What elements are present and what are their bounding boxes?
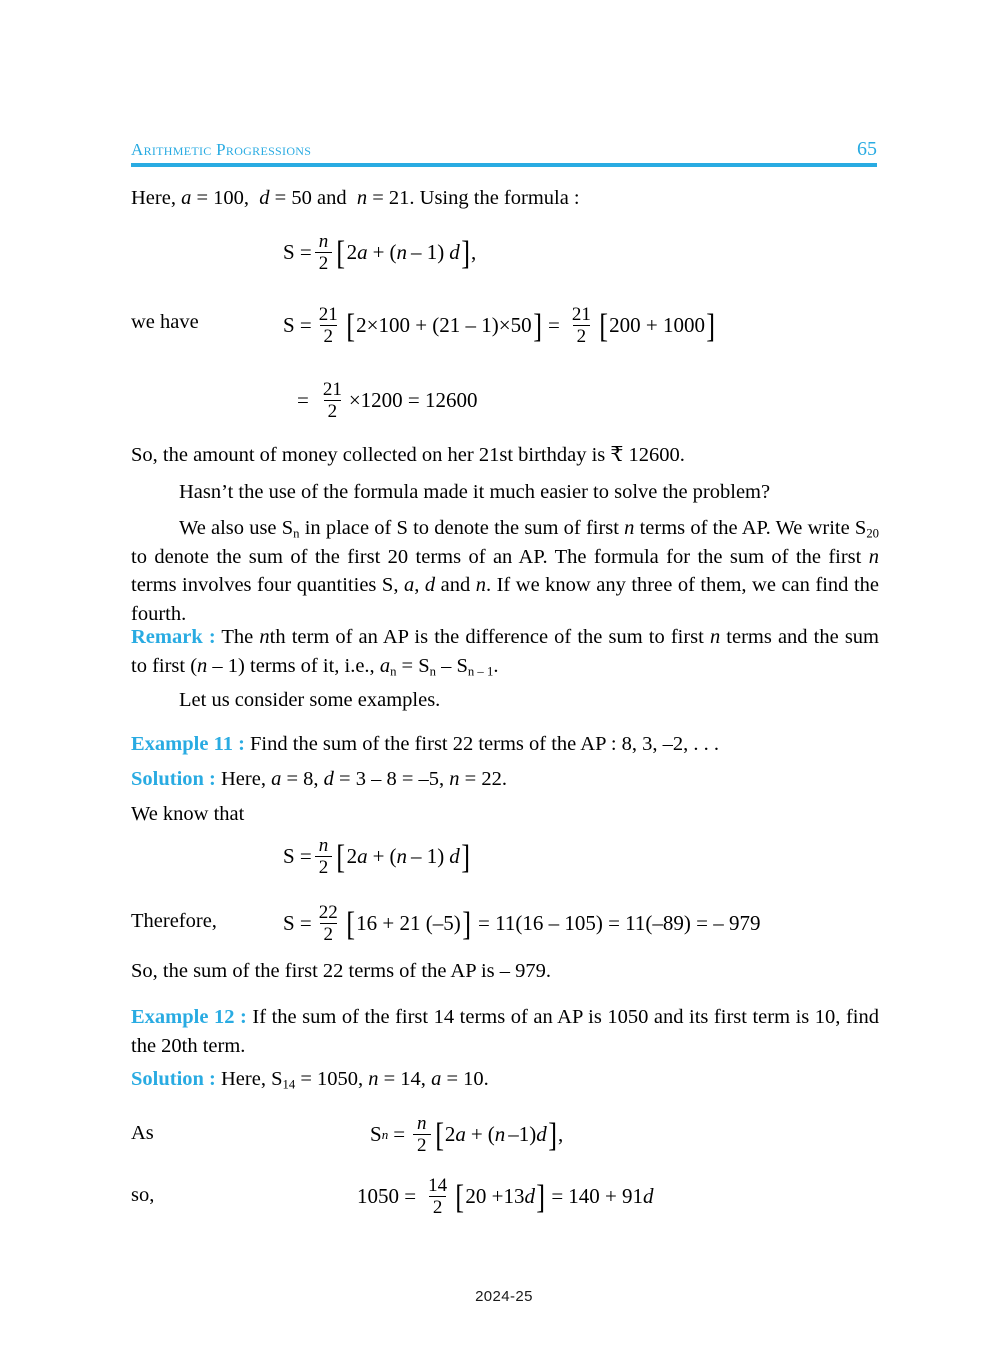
formula-1050-equation (357, 1176, 654, 1218)
numerator: n (417, 1113, 427, 1134)
solution-12-line (131, 1065, 879, 1094)
result-expression: ×1200 = 12600 (348, 388, 478, 413)
bracket-open: [ (455, 1178, 465, 1216)
para-sn-notation (131, 514, 879, 628)
var-n: n (356, 187, 368, 209)
text-seg: . (493, 654, 499, 677)
text-seg: and (435, 574, 476, 596)
paren-open: ( (389, 844, 397, 869)
var-n: n (396, 240, 407, 265)
text-seg: = 8, (281, 768, 324, 790)
subscript-n-minus-1: n – 1 (467, 664, 494, 679)
text-seg: – 1) terms of it, i.e., (207, 654, 380, 677)
var-n: n (475, 574, 486, 596)
example-12-keyword: Example 12 : (131, 1006, 247, 1028)
text-seg: Here, (215, 768, 272, 790)
trailing-comma: , (558, 1122, 564, 1147)
conjunction: and (316, 187, 347, 209)
remark-keyword: Remark : (131, 626, 216, 648)
equals-sign: = (547, 313, 560, 338)
plus-sign: + (372, 844, 385, 869)
denominator: 2 (315, 856, 333, 877)
coef-2: 2 (444, 1122, 456, 1147)
coef-2: 2 (346, 844, 358, 869)
equals-sign: = (551, 1184, 564, 1209)
text-seg: – S (436, 654, 468, 677)
example-12-statement (131, 1003, 879, 1060)
bracket-open: [ (336, 838, 346, 876)
solution-keyword: Solution : (131, 768, 216, 790)
numerator: n (318, 231, 329, 252)
subscript-n: n (429, 664, 436, 679)
solution-keyword: Solution : (131, 1068, 216, 1090)
bracket-close: ] (460, 234, 470, 272)
numerator: 21 (322, 379, 342, 400)
denominator: 2 (315, 252, 333, 273)
text-seg: to denote the sum of the first 20 terms of an AP. The formula for the sum of the first (131, 545, 869, 568)
label-we-have: we have (131, 311, 199, 333)
val-a: = 100, (196, 187, 250, 209)
fraction-22-over-2 (315, 903, 342, 945)
text-seg: We also use S (179, 517, 294, 539)
formula-sum-general-1 (283, 232, 476, 274)
text-seg: , (414, 574, 425, 596)
var-n: n (396, 844, 407, 869)
denominator: 2 (324, 400, 342, 421)
var-n: n (709, 626, 721, 648)
inner-expression-b: 200 + 1000 (609, 313, 705, 338)
text-seg: terms involves four quantities S, (131, 574, 404, 596)
var-d: d (323, 768, 334, 790)
text-seg: . If we know any three of them, we can find the fourth. (131, 574, 879, 625)
var-d: d (259, 187, 270, 209)
paren-open: ( (487, 1122, 495, 1147)
var-n: n (624, 517, 635, 539)
fraction-21-over-2-b (568, 305, 595, 347)
formula4-lhs: S = (283, 844, 312, 869)
var-a: a (403, 574, 415, 596)
subscript-14: 14 (282, 1077, 296, 1092)
para-let-us-consider: Let us consider some examples. (179, 689, 441, 711)
text-seg: Here, S (215, 1068, 283, 1090)
example-11-keyword: Example 11 : (131, 733, 245, 755)
formula-sum-22-terms (283, 903, 760, 945)
var-a: a (379, 654, 391, 677)
minus-one: – 1) (410, 844, 445, 869)
denominator: 2 (573, 325, 591, 346)
var-a: a (431, 1068, 442, 1090)
solution-11-line (131, 765, 879, 794)
text-seg: in place of S to denote the sum of first (299, 517, 625, 539)
var-n: n (197, 654, 208, 677)
var-a: a (357, 844, 368, 869)
var-a: a (455, 1122, 466, 1147)
bracket-close: ] (547, 1116, 557, 1154)
var-d: d (643, 1184, 654, 1209)
var-d: d (449, 844, 460, 869)
example-11-statement (131, 730, 879, 759)
numerator: 21 (318, 304, 338, 325)
coef-2: 2 (346, 240, 358, 265)
denominator: 2 (429, 1196, 447, 1217)
numerator: n (318, 835, 329, 856)
trailing-comma: , (471, 240, 477, 265)
minus-one: –1) (508, 1122, 537, 1147)
var-d: d (424, 574, 436, 596)
page-header (131, 138, 877, 161)
numerator: 21 (571, 304, 591, 325)
bracket-close: ] (536, 1178, 546, 1216)
label-therefore: Therefore, (131, 910, 217, 932)
inner-expression: 2×100 + (21 – 1)×50 (356, 313, 532, 338)
header-rule (131, 163, 877, 167)
para-we-know-that: We know that (131, 803, 245, 825)
text-seg: The (215, 626, 260, 648)
bracket-open: [ (346, 307, 355, 345)
equals-sign: = (297, 388, 309, 413)
text-seg: th term of an AP is the difference of the sum to first (269, 626, 710, 648)
bracket-close-b: ] (706, 307, 716, 345)
var-d: d (449, 240, 460, 265)
given-values-line (131, 184, 879, 213)
bracket-close: ] (532, 307, 542, 345)
example-12-text: If the sum of the first 14 terms of an AP is 1050 and its first term is 10, find the 20th term. (131, 1006, 879, 1057)
formula-sum-result (297, 380, 478, 422)
val-d: = 50 (274, 187, 312, 209)
denominator: 2 (413, 1134, 431, 1155)
fraction-n-over-2-c (413, 1114, 431, 1156)
var-n: n (868, 545, 879, 568)
formula-sum-substituted (283, 305, 716, 347)
numerator: 14 (428, 1175, 448, 1196)
example-11-text: Find the sum of the first 22 terms of the AP : 8, 3, –2, . . . (244, 733, 720, 755)
var-n: n (494, 1122, 506, 1147)
given-prefix: Here, (131, 187, 176, 209)
bracket-close: ] (460, 838, 470, 876)
denominator: 2 (320, 325, 338, 346)
text-seg: = 14, (378, 1068, 432, 1090)
bracket-open: [ (336, 234, 346, 272)
formula2-lhs: S = (283, 313, 312, 338)
text-seg: terms and the sum to first ( (131, 626, 879, 677)
formula-sn-general: S n = $\frac{n}{2}$ [ 2 a + ( n –1) d ] , (370, 1113, 564, 1157)
plus-sign: + (372, 240, 385, 265)
fraction-n-over-2 (315, 232, 333, 274)
equals-sign: = (393, 1122, 406, 1147)
formula5-lhs: S = (283, 911, 312, 936)
bracket-open: [ (434, 1116, 444, 1154)
var-d: d (536, 1122, 547, 1147)
text-seg: = S (396, 654, 430, 677)
minus-one: – 1) (410, 240, 445, 265)
fraction-14-over-2 (424, 1176, 451, 1218)
para-hasnt-formula: Hasn’t the use of the formula made it much easier to solve the problem? (179, 481, 771, 503)
fraction-21-over-2-c (319, 380, 346, 422)
var-n: n (368, 1068, 379, 1090)
symbol-S: S (370, 1122, 382, 1147)
bracket-open: [ (346, 905, 355, 943)
para-sum-22-result: So, the sum of the first 22 terms of the AP is – 979. (131, 960, 552, 982)
text-seg: = 1050, (295, 1068, 369, 1090)
formula1-lhs: S = (283, 240, 312, 265)
subscript-n: n (390, 664, 397, 679)
var-n: n (449, 768, 460, 790)
inner-expression: 16 + 21 (–5) (356, 911, 461, 936)
formula7-lhs: 1050 = (357, 1184, 417, 1209)
var-a: a (181, 187, 192, 209)
plus-sign: + (470, 1122, 483, 1147)
numerator: 22 (318, 902, 338, 923)
var-d: d (524, 1184, 536, 1209)
fraction-n-over-2-b (315, 836, 333, 878)
bracket-open-b: [ (599, 307, 608, 345)
text-seg: = 3 – 8 = –5, (333, 768, 450, 790)
result-chain: = 11(16 – 105) = 11(–89) = – 979 (478, 911, 761, 936)
text-seg: = 22. (459, 768, 507, 790)
page-number: 65 (857, 138, 877, 160)
page-footer: 2024-25 (475, 1288, 533, 1305)
var-a: a (357, 240, 368, 265)
label-as: As (131, 1122, 154, 1144)
inner-expression: 20 +13 (465, 1184, 525, 1209)
paren-open: ( (389, 240, 397, 265)
val-n: = 21. Using the formula : (372, 187, 580, 209)
var-a: a (271, 768, 282, 790)
remark-block (131, 623, 879, 680)
denominator: 2 (320, 923, 338, 944)
var-n: n (259, 626, 270, 648)
fraction-21-over-2 (315, 305, 342, 347)
chapter-title: Arithmetic Progressions (131, 140, 312, 159)
bracket-close: ] (461, 905, 471, 943)
label-so: so, (131, 1184, 155, 1206)
result-expression: 140 + 91 (568, 1184, 644, 1209)
text-seg: = 10. (441, 1068, 489, 1090)
para-amount-collected: So, the amount of money collected on her 21st birthday is ₹ 12600. (131, 444, 685, 466)
subscript-20: 20 (866, 526, 880, 541)
formula-sum-general-2 (283, 836, 471, 878)
subscript-n: n (293, 526, 300, 541)
text-seg: terms of the AP. We write S (634, 517, 867, 539)
